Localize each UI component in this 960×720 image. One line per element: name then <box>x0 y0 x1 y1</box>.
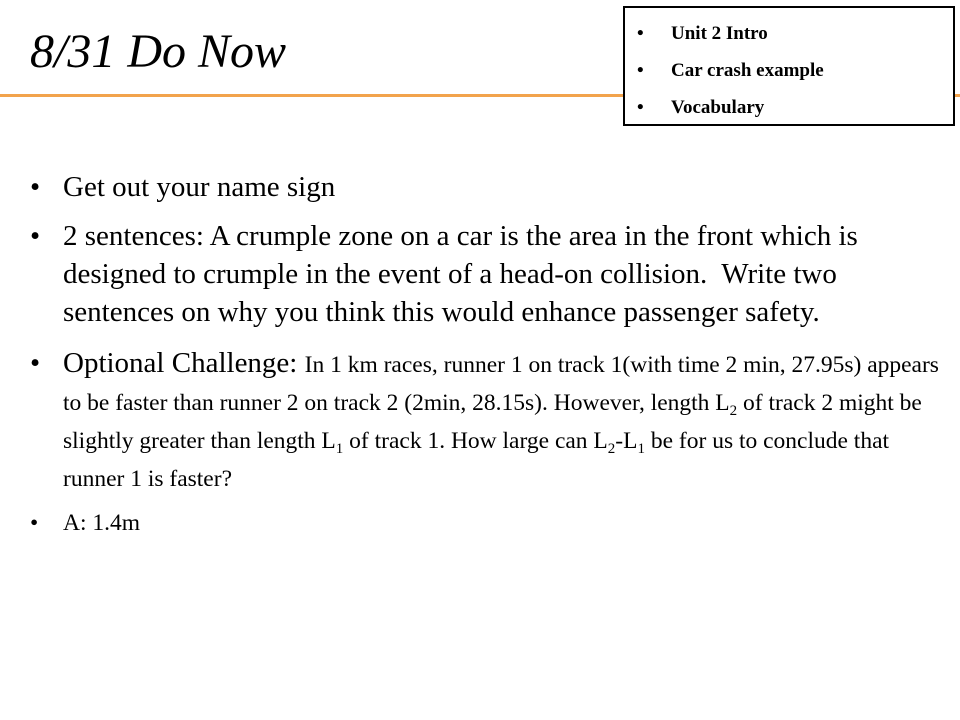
agenda-box <box>623 6 955 126</box>
bullet-name-sign <box>30 168 945 206</box>
bullet-icon: • <box>637 97 644 118</box>
agenda-item-label: Vocabulary <box>671 97 765 118</box>
bullet-icon: • <box>30 347 41 379</box>
bullet-icon: • <box>30 220 41 252</box>
bullet-answer <box>30 506 945 540</box>
bullet-crumple-zone <box>30 217 945 331</box>
answer-text: A: 1.4m <box>63 510 141 536</box>
bullet-icon: • <box>30 171 41 203</box>
bullet-text: Get out your name sign <box>63 171 336 203</box>
challenge-text-part: of track 2 might be slightly greater than length L <box>63 390 922 454</box>
challenge-text-part: -L <box>615 428 638 454</box>
slide-title: 8/31 Do Now <box>30 25 287 78</box>
subscript: 2 <box>607 441 616 457</box>
challenge-label: Optional Challenge: <box>63 347 305 379</box>
subscript: 2 <box>729 403 738 419</box>
bullet-icon: • <box>637 60 644 81</box>
agenda-item-label: Unit 2 Intro <box>671 23 768 44</box>
bullet-optional-challenge <box>30 344 945 496</box>
agenda-item-unit-2-intro <box>625 15 953 52</box>
bullet-text: 2 sentences: A crumple zone on a car is the area in the front which is designed to crumple in the event of a head-on collision. Write two sentences on why you think this would enhance passenger safety. <box>63 220 858 328</box>
challenge-text-part: of track 1. How large can L <box>343 428 608 454</box>
subscript: 1 <box>335 441 344 457</box>
agenda-list <box>625 15 953 126</box>
agenda-item-car-crash-example <box>625 52 953 89</box>
challenge-text-part: be for us to conclude that runner 1 is faster? <box>63 428 890 492</box>
agenda-item-label: Car crash example <box>671 60 824 81</box>
bullet-icon: • <box>637 23 644 44</box>
subscript: 1 <box>637 441 645 457</box>
bullet-icon: • <box>30 510 39 536</box>
agenda-item-vocabulary <box>625 89 953 126</box>
challenge-text-part: In 1 km races, runner 1 on track 1(with time 2 min, 27.95s) appears to be faster than runner 2 on track 2 (2min, 28.15s). However, length L <box>63 352 939 416</box>
slide-body <box>30 168 945 540</box>
